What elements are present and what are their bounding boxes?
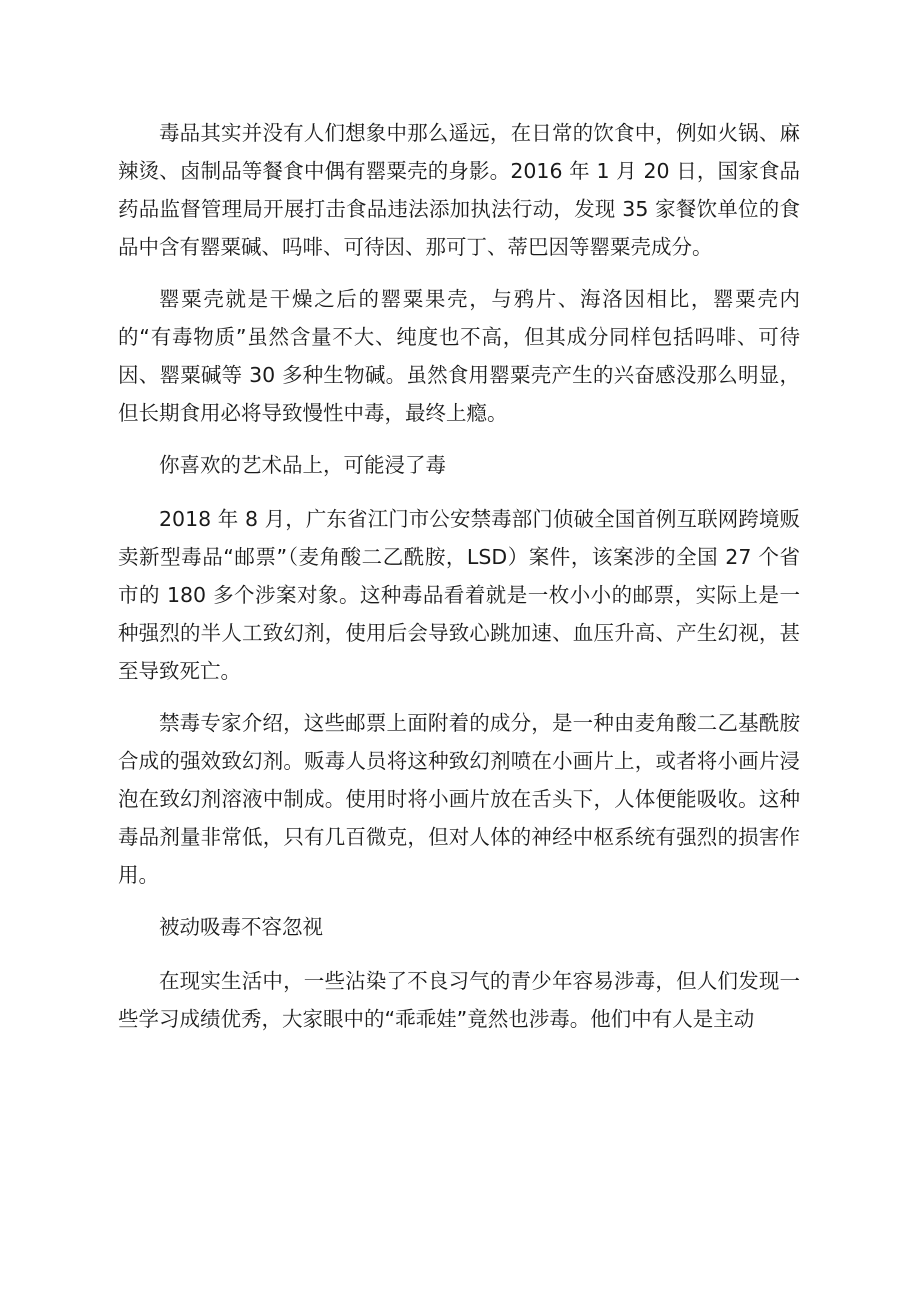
paragraph: 2018 年 8 月，广东省江门市公安禁毒部门侦破全国首例互联网跨境贩卖新型毒品“邮票”（麦角酸二乙酰胺，LSD）案件，该案涉的全国 27 个省市的 180 多个涉案对象。这种毒品看着就是一枚小小的邮票，实际上是一种强烈的半人工致幻剂，使用后会导致心跳加速、血压升高、产生幻视，甚至导致死亡。 [118, 507, 800, 683]
section-heading: 你喜欢的艺术品上，可能浸了毒 [159, 453, 446, 477]
section-heading: 被动吸毒不容忽视 [159, 915, 323, 939]
paragraph: 罂粟壳就是干燥之后的罂粟果壳，与鸦片、海洛因相比，罂粟壳内的“有毒物质”虽然含量不大、纯度也不高，但其成分同样包括吗啡、可待因、罂粟碱等 30 多种生物碱。虽然食用罂粟壳产生的兴奋感没那么明显，但长期食用必将导致慢性中毒，最终上瘾。 [118, 287, 800, 425]
paragraph: 在现实生活中，一些沾染了不良习气的青少年容易涉毒，但人们发现一些学习成绩优秀，大家眼中的“乖乖娃”竟然也涉毒。他们中有人是主动 [118, 969, 800, 1031]
paragraph: 禁毒专家介绍，这些邮票上面附着的成分，是一种由麦角酸二乙基酰胺合成的强效致幻剂。贩毒人员将这种致幻剂喷在小画片上，或者将小画片浸泡在致幻剂溶液中制成。使用时将小画片放在舌头下，人体便能吸收。这种毒品剂量非常低，只有几百微克，但对人体的神经中枢系统有强烈的损害作用。 [118, 711, 800, 887]
paragraph: 毒品其实并没有人们想象中那么遥远，在日常的饮食中，例如火锅、麻辣烫、卤制品等餐食中偶有罂粟壳的身影。2016 年 1 月 20 日，国家食品药品监督管理局开展打击食品违法添加执法行动，发现 35 家餐饮单位的食品中含有罂粟碱、吗啡、可待因、那可丁、蒂巴因等罂粟壳成分。 [118, 121, 800, 259]
document-body [118, 114, 800, 1052]
